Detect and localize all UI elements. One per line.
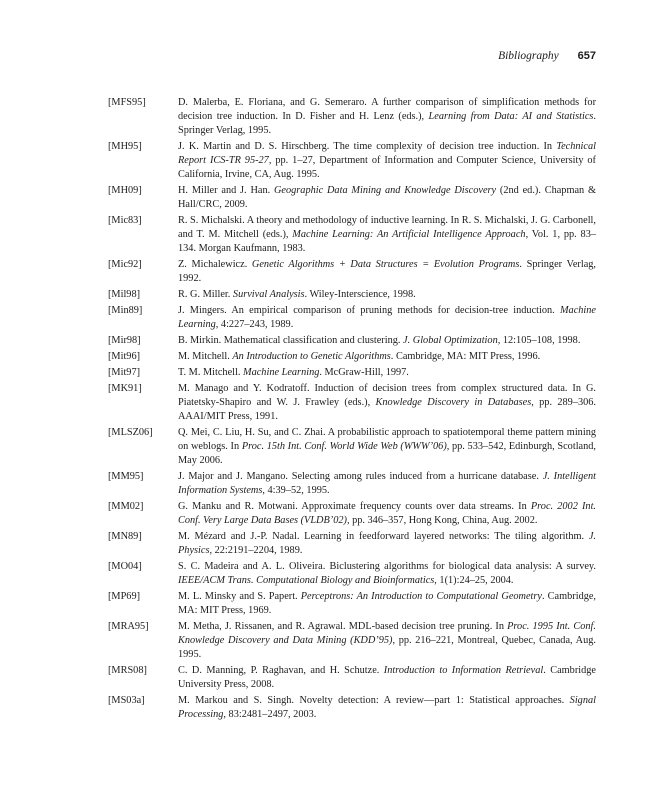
bib-entry bbox=[108, 366, 596, 380]
bib-entry bbox=[108, 500, 596, 528]
citation-italic-segment: J. Physics bbox=[178, 531, 596, 556]
citation-text bbox=[178, 350, 596, 364]
citation-segment: R. G. Miller. bbox=[178, 289, 233, 300]
header-title: Bibliography bbox=[498, 50, 559, 62]
citation-segment: B. Mirkin. Mathematical classification and clustering. bbox=[178, 335, 404, 346]
citation-segment: . Springer Verlag, 1992. bbox=[178, 259, 596, 284]
citation-segment: , 83:2481–2497, 2003. bbox=[223, 709, 317, 720]
page-number: 657 bbox=[577, 50, 596, 62]
citation-segment: J. K. Martin and D. S. Hirschberg. The time complexity of decision tree induction. In bbox=[178, 141, 557, 152]
citation-segment: , 22:2191–2204, 1989. bbox=[209, 545, 303, 556]
citation-key: [MM95] bbox=[108, 471, 144, 482]
bib-entry bbox=[108, 664, 596, 692]
citation-italic-segment: Introduction to Information Retrieval bbox=[383, 665, 544, 676]
citation-italic-segment: Knowledge Discovery in Databases bbox=[375, 397, 532, 408]
citation-italic-segment: Machine Learning bbox=[243, 367, 320, 378]
citation-segment: , pp. 533–542, Edinburgh, Scotland, May 2006. bbox=[178, 441, 596, 466]
citation-text bbox=[178, 530, 596, 558]
citation-segment: M. L. Minsky and S. Papert. bbox=[178, 591, 301, 602]
citation-key: [MRA95] bbox=[108, 621, 149, 632]
citation-text bbox=[178, 334, 596, 348]
bib-entry bbox=[108, 560, 596, 588]
citation-key: [MLSZ06] bbox=[108, 427, 153, 438]
citation-segment: J. Mingers. An empirical comparison of pruning methods for decision-tree induction. bbox=[178, 305, 560, 316]
citation-text bbox=[178, 382, 596, 424]
bibliography-list bbox=[108, 96, 596, 724]
citation-key: [Min89] bbox=[108, 305, 143, 316]
citation-key: [Mic92] bbox=[108, 259, 142, 270]
bib-entry bbox=[108, 334, 596, 348]
citation-segment: . Cambridge University Press, 2008. bbox=[178, 665, 596, 690]
citation-key: [Mit96] bbox=[108, 351, 141, 362]
citation-segment: . Cambridge, MA: MIT Press, 1996. bbox=[390, 351, 541, 362]
citation-italic-segment: J. Global Optimization bbox=[403, 335, 498, 346]
citation-segment: , pp. 346–357, Hong Kong, China, Aug. 2002. bbox=[346, 515, 538, 526]
bib-entry bbox=[108, 694, 596, 722]
citation-italic-segment: Proc. 15th Int. Conf. World Wide Web (WWW’06) bbox=[241, 441, 447, 452]
bib-entry bbox=[108, 382, 596, 424]
citation-segment: Z. Michalewicz. bbox=[178, 259, 252, 270]
bib-entry bbox=[108, 288, 596, 302]
citation-segment: T. M. Mitchell. bbox=[178, 367, 244, 378]
bib-entry bbox=[108, 350, 596, 364]
citation-segment: , 1(1):24–25, 2004. bbox=[434, 575, 514, 586]
citation-key: [MN89] bbox=[108, 531, 142, 542]
citation-segment: , 12:105–108, 1998. bbox=[497, 335, 581, 346]
citation-italic-segment: Genetic Algorithms + Data Structures = Evolution Programs bbox=[251, 259, 520, 270]
citation-segment: , pp. 216–221, Montreal, Quebec, Canada, Aug. 1995. bbox=[178, 635, 596, 660]
bib-entry bbox=[108, 620, 596, 662]
citation-segment: M. Metha, J. Rissanen, and R. Agrawal. MDL-based decision tree pruning. In bbox=[178, 621, 508, 632]
citation-segment: , 4:39–52, 1995. bbox=[262, 485, 330, 496]
citation-key: [Mir98] bbox=[108, 335, 141, 346]
citation-italic-segment: Geographic Data Mining and Knowledge Discovery bbox=[274, 185, 497, 196]
citation-key: [MH09] bbox=[108, 185, 142, 196]
citation-segment: , 4:227–243, 1989. bbox=[215, 319, 294, 330]
citation-text bbox=[178, 214, 596, 256]
citation-segment: . Wiley-Interscience, 1998. bbox=[304, 289, 416, 300]
citation-text bbox=[178, 184, 596, 212]
citation-segment: , Vol. 1, pp. 83–134. Morgan Kaufmann, 1983. bbox=[178, 229, 597, 254]
bib-entry bbox=[108, 140, 596, 182]
citation-key: [MP69] bbox=[108, 591, 141, 602]
citation-key: [MFS95] bbox=[108, 97, 146, 108]
bib-entry bbox=[108, 304, 596, 332]
citation-text bbox=[178, 96, 596, 138]
citation-text bbox=[178, 664, 596, 692]
citation-text bbox=[178, 304, 596, 332]
citation-segment: D. Malerba, E. Floriana, and G. Semeraro. A further comparison of simplification methods for decision tree induction. In D. Fisher and H. Lenz (eds.), bbox=[178, 97, 596, 122]
citation-text bbox=[178, 590, 596, 618]
citation-italic-segment: IEEE/ACM Trans. Computational Biology and Bioinformatics bbox=[178, 575, 435, 586]
citation-segment: S. C. Madeira and A. L. Oliveira. Biclustering algorithms for biological data analysis: A survey. bbox=[178, 561, 596, 572]
citation-italic-segment: Perceptrons: An Introduction to Computational Geometry bbox=[300, 591, 542, 602]
citation-segment: J. Major and J. Mangano. Selecting among rules induced from a hurricane database. bbox=[178, 471, 543, 482]
bib-entry bbox=[108, 96, 596, 138]
citation-italic-segment: Machine Learning: An Artificial Intelligence Approach bbox=[292, 229, 526, 240]
citation-text bbox=[178, 620, 596, 662]
bib-entry bbox=[108, 426, 596, 468]
citation-text bbox=[178, 426, 596, 468]
running-header bbox=[498, 50, 596, 62]
bib-entry bbox=[108, 184, 596, 212]
citation-segment: . McGraw-Hill, 1997. bbox=[319, 367, 409, 378]
citation-key: [MRS08] bbox=[108, 665, 147, 676]
citation-segment: H. Miller and J. Han. bbox=[178, 185, 274, 196]
citation-italic-segment: Proc. 2002 Int. Conf. Very Large Data Bases (VLDB’02) bbox=[178, 501, 597, 526]
bib-entry bbox=[108, 470, 596, 498]
citation-segment: , pp. 289–306. AAAI/MIT Press, 1991. bbox=[178, 397, 597, 422]
citation-text bbox=[178, 366, 596, 380]
citation-italic-segment: Technical Report ICS-TR 95-27 bbox=[178, 141, 596, 166]
citation-text bbox=[178, 470, 596, 498]
bib-entry bbox=[108, 214, 596, 256]
citation-text bbox=[178, 258, 596, 286]
citation-text bbox=[178, 288, 596, 302]
citation-text bbox=[178, 140, 596, 182]
citation-key: [Mic83] bbox=[108, 215, 142, 226]
citation-italic-segment: Survival Analysis bbox=[232, 289, 305, 300]
citation-italic-segment: Signal Processing bbox=[178, 695, 596, 720]
citation-italic-segment: J. Intelligent Information Systems bbox=[178, 471, 596, 496]
bib-entry bbox=[108, 258, 596, 286]
citation-segment: , pp. 1–27, Department of Information and Computer Science, University of California, Irvine, CA, Aug. 1995. bbox=[178, 155, 596, 180]
citation-segment: C. D. Manning, P. Raghavan, and H. Schutze. bbox=[178, 665, 384, 676]
citation-text bbox=[178, 500, 596, 528]
citation-italic-segment: Machine Learning bbox=[178, 305, 596, 330]
citation-key: [MM02] bbox=[108, 501, 144, 512]
citation-segment: M. Manago and Y. Kodratoff. Induction of decision trees from complex structured data. In G. Piatetsky-Shapiro and W. J. Frawley (eds.), bbox=[178, 383, 596, 408]
citation-italic-segment: Learning from Data: AI and Statistics bbox=[428, 111, 594, 122]
citation-key: [MH95] bbox=[108, 141, 142, 152]
citation-italic-segment: An Introduction to Genetic Algorithms bbox=[232, 351, 391, 362]
citation-segment: M. Mézard and J.-P. Nadal. Learning in feedforward layered networks: The tiling algorithm. bbox=[178, 531, 589, 542]
citation-key: [MK91] bbox=[108, 383, 142, 394]
citation-text bbox=[178, 694, 596, 722]
citation-key: [MS03a] bbox=[108, 695, 145, 706]
citation-segment: (2nd ed.). Chapman & Hall/CRC, 2009. bbox=[178, 185, 596, 210]
bib-entry bbox=[108, 590, 596, 618]
citation-key: [Mit97] bbox=[108, 367, 141, 378]
citation-key: [MO04] bbox=[108, 561, 142, 572]
citation-segment: . Springer Verlag, 1995. bbox=[178, 111, 596, 136]
citation-segment: Q. Mei, C. Liu, H. Su, and C. Zhai. A probabilistic approach to spatiotemporal theme pattern mining on weblogs. In bbox=[178, 427, 596, 452]
citation-segment: R. S. Michalski. A theory and methodology of inductive learning. In R. S. Michalski, J. G. Carbonell, and T. M. Mitchell (eds.), bbox=[178, 215, 596, 240]
citation-text bbox=[178, 560, 596, 588]
citation-segment: G. Manku and R. Motwani. Approximate frequency counts over data streams. In bbox=[178, 501, 531, 512]
citation-italic-segment: Proc. 1995 Int. Conf. Knowledge Discovery and Data Mining (KDD’95) bbox=[178, 621, 596, 646]
citation-key: [Mil98] bbox=[108, 289, 141, 300]
citation-segment: . Cambridge, MA: MIT Press, 1969. bbox=[178, 591, 597, 616]
bib-entry bbox=[108, 530, 596, 558]
citation-segment: M. Mitchell. bbox=[178, 351, 233, 362]
citation-segment: M. Markou and S. Singh. Novelty detection: A review—part 1: Statistical approaches. bbox=[178, 695, 570, 706]
